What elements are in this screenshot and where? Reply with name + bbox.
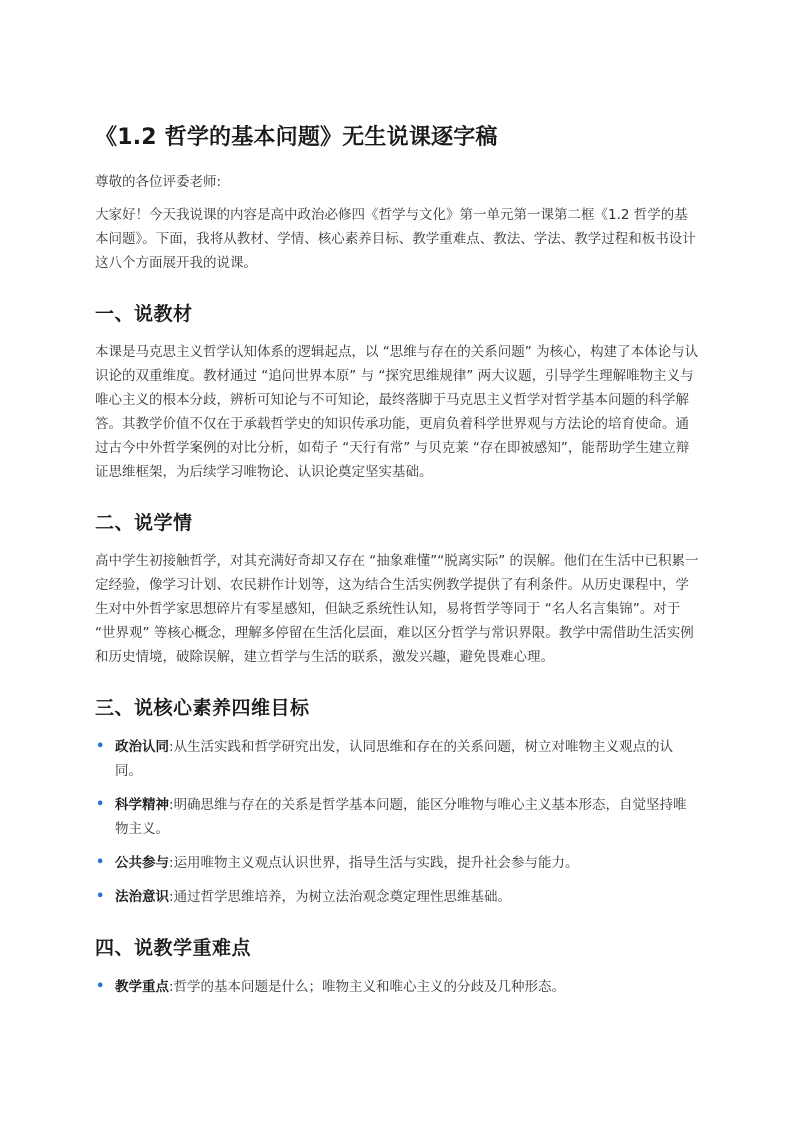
- bullet-icon: •: [96, 889, 105, 904]
- term-separator: :: [169, 889, 174, 905]
- list-item-text: 从生活实践和哲学研究出发，认同思维和存在的关系问题，树立对唯物主义观点的认同。: [115, 739, 674, 779]
- section-goals: [95, 693, 699, 909]
- term-separator: :: [169, 979, 174, 995]
- keypoints-list: [95, 975, 699, 999]
- bullet-icon: •: [96, 797, 105, 812]
- section-heading: 一、说教材: [95, 303, 193, 325]
- section-heading: 三、说核心素养四维目标: [95, 697, 310, 719]
- bullet-icon: •: [96, 979, 105, 994]
- list-item: [95, 885, 699, 909]
- section-body: 高中学生初接触哲学，对其充满好奇却又存在 “抽象难懂”“脱离实际” 的误解。他们在生活中已积累一定经验，像学习计划、农民耕作计划等，这为结合生活实例教学提供了有利条件。从历史课程中，学生对中外哲学家思想碎片有零星感知，但缺乏系统性认知，易将哲学等同于 “名人名言集锦”。对于 “世界观” 等核心概念，理解多停留在生活化层面，难以区分哲学与常识界限。教学中需借助生活实例和历史情境，破除误解，建立哲学与生活的联系，激发兴趣，避免畏难心理。: [95, 553, 699, 665]
- term-separator: :: [169, 855, 174, 871]
- list-item-text: 明确思维与存在的关系是哲学基本问题，能区分唯物与唯心主义基本形态，自觉坚持唯物主义。: [115, 797, 687, 837]
- section-body: 本课是马克思主义哲学认知体系的逻辑起点，以 “思维与存在的关系问题” 为核心，构建了本体论与认识论的双重维度。教材通过 “追问世界本原” 与 “探究思维规律” 两大议题，引导学生理解唯物主义与唯心主义的根本分歧，辨析可知论与不可知论，最终落脚于马克思主义哲学对哲学基本问题的科学解答。其教学价值不仅在于承载哲学史的知识传承功能，更肩负着科学世界观与方法论的培育使命。通过古今中外哲学案例的对比分析，如荀子 “天行有常” 与贝克莱 “存在即被感知”，能帮助学生建立辩证思维框架，为后续学习唯物论、认识论奠定坚实基础。: [95, 344, 699, 480]
- list-item: [95, 735, 699, 783]
- term-separator: :: [169, 739, 174, 755]
- list-item-term: 教学重点: [115, 979, 169, 995]
- list-item-term: 法治意识: [115, 889, 169, 905]
- list-item: [95, 851, 699, 875]
- document-title: 《1.2 哲学的基本问题》无生说课逐字稿: [95, 125, 498, 150]
- list-item-text: 运用唯物主义观点认识世界，指导生活与实践，提升社会参与能力。: [173, 855, 579, 871]
- list-item-term: 公共参与: [115, 855, 169, 871]
- section-students: [95, 508, 699, 669]
- term-separator: :: [169, 797, 174, 813]
- section-textbook: [95, 299, 699, 484]
- list-item: [95, 975, 699, 999]
- salutation: 尊敬的各位评委老师:: [95, 174, 222, 190]
- list-item: [95, 793, 699, 841]
- section-keypoints: [95, 933, 699, 999]
- list-item-term: 科学精神: [115, 797, 169, 813]
- bullet-icon: •: [96, 739, 105, 754]
- section-heading: 四、说教学重难点: [95, 937, 252, 959]
- list-item-term: 政治认同: [115, 739, 169, 755]
- list-item-text: 通过哲学思维培养，为树立法治观念奠定理性思维基础。: [173, 889, 512, 905]
- intro-paragraph: 大家好！今天我说课的内容是高中政治必修四《哲学与文化》第一单元第一课第二框《1.2 哲学的基本问题》。下面，我将从教材、学情、核心素养目标、教学重难点、教法、学法、教学过程和板书设计这八个方面展开我的说课。: [95, 207, 696, 271]
- section-heading: 二、说学情: [95, 512, 193, 534]
- goals-list: [95, 735, 699, 909]
- bullet-icon: •: [96, 855, 105, 870]
- document-page: [95, 120, 699, 1009]
- list-item-text: 哲学的基本问题是什么；唯物主义和唯心主义的分歧及几种形态。: [173, 979, 566, 995]
